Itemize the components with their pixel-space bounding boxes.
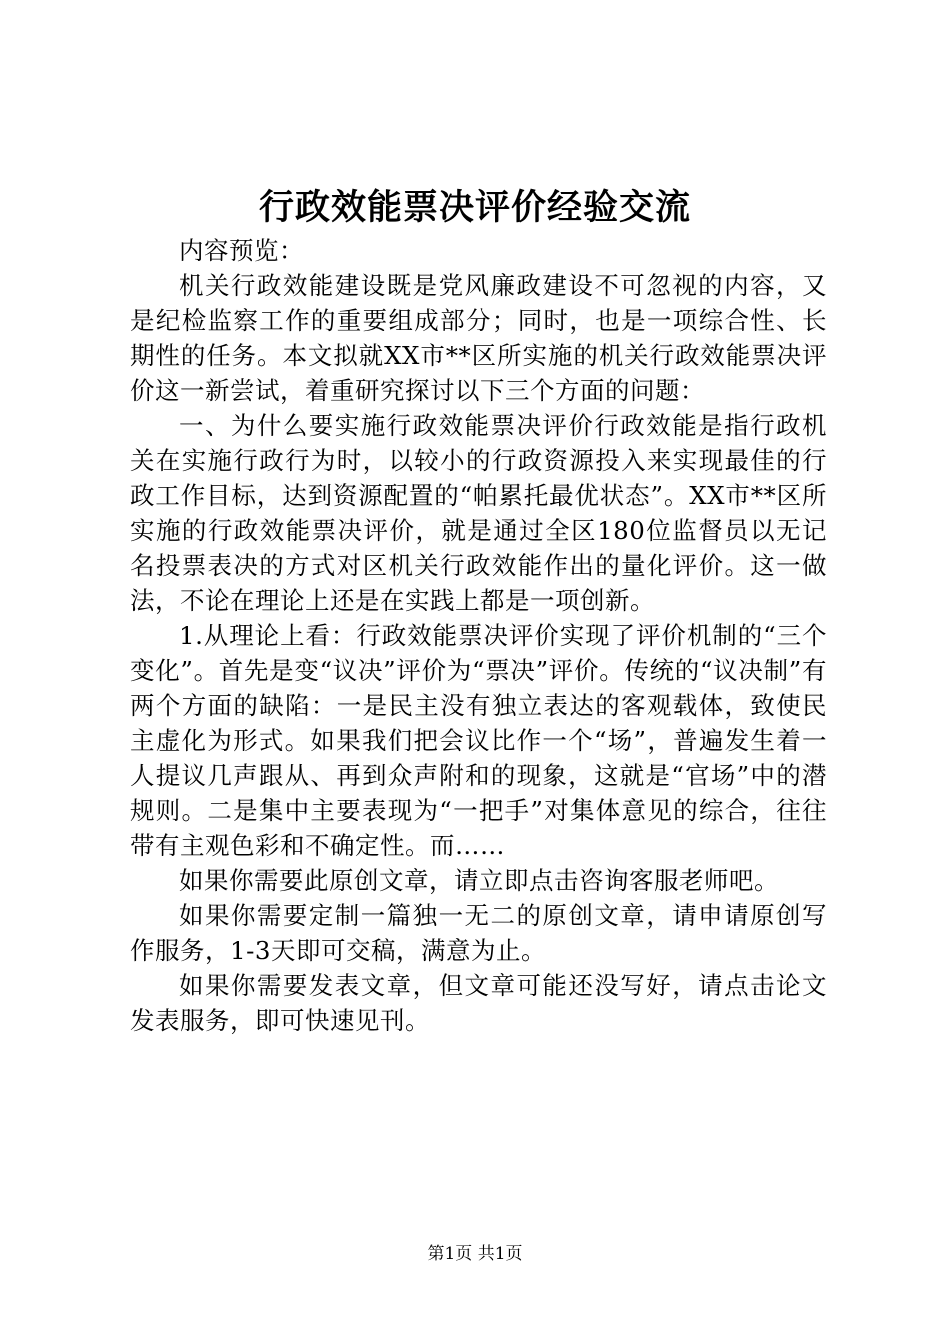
document-body — [130, 233, 827, 1038]
paragraph-publish: 如果你需要发表文章，但文章可能还没写好，请点击论文发表服务，即可快速见刊。 — [130, 971, 827, 1035]
paragraph-custom-writing: 如果你需要定制一篇独一无二的原创文章，请申请原创写作服务，1-3天即可交稿，满意为止。 — [130, 901, 827, 965]
page-footer: 第1页 共1页 — [427, 1244, 523, 1264]
paragraph-consult: 如果你需要此原创文章，请立即点击咨询客服老师吧。 — [179, 866, 779, 895]
paragraph-theory: 1.从理论上看：行政效能票决评价实现了评价机制的“三个变化”。首先是变“议决”评价为“票决”评价。传统的“议决制”有两个方面的缺陷：一是民主没有独立表达的客观载体，致使民主虚化为形式。如果我们把会议比作一个“场”，普遍发生着一人提议几声跟从、再到众声附和的现象，这就是“官场”中的潜规则。二是集中主要表现为“一把手”对集体意见的综合，往往带有主观色彩和不确定性。而…… — [130, 621, 827, 860]
paragraph-section-1: 一、为什么要实施行政效能票决评价行政效能是指行政机关在实施行政行为时，以较小的行政资源投入来实现最佳的行政工作目标，达到资源配置的“帕累托最优状态”。XX市**区所实施的行政效能票决评价，就是通过全区180位监督员以无记名投票表决的方式对区机关行政效能作出的量化评价。这一做法，不论在理论上还是在实践上都是一项创新。 — [130, 411, 827, 615]
preview-label: 内容预览： — [179, 236, 304, 265]
document-title: 行政效能票决评价经验交流 — [258, 187, 691, 228]
paragraph-intro: 机关行政效能建设既是党风廉政建设不可忽视的内容，又是纪检监察工作的重要组成部分；同时，也是一项综合性、长期性的任务。本文拟就XX市**区所实施的机关行政效能票决评价这一新尝试，着重研究探讨以下三个方面的问题： — [130, 271, 827, 405]
